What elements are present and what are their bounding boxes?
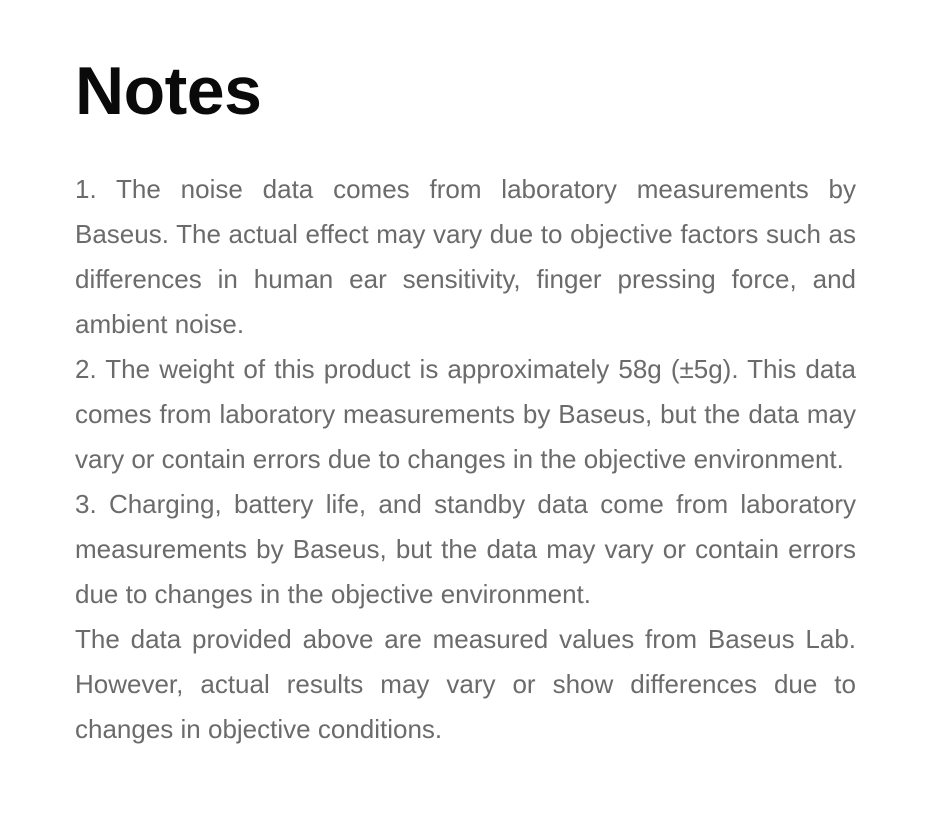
note-item-3: 3. Charging, battery life, and standby data come from laboratory measurements by Baseus, but the data may vary or contain errors due to changes in the objective environment.	[75, 489, 856, 609]
notes-section	[75, 54, 856, 752]
note-item-1: 1. The noise data comes from laboratory measurements by Baseus. The actual effect may vary due to objective factors such as differences in human ear sensitivity, finger pressing force, and ambient noise.	[75, 174, 856, 339]
page-title: Notes	[75, 53, 262, 129]
note-item-2: 2. The weight of this product is approximately 58g (±5g). This data comes from laboratory measurements by Baseus, but the data may vary or contain errors due to changes in the objective environment.	[75, 354, 856, 474]
note-summary: The data provided above are measured values from Baseus Lab. However, actual results may vary or show differences due to changes in objective conditions.	[75, 624, 856, 744]
notes-body	[75, 167, 856, 752]
